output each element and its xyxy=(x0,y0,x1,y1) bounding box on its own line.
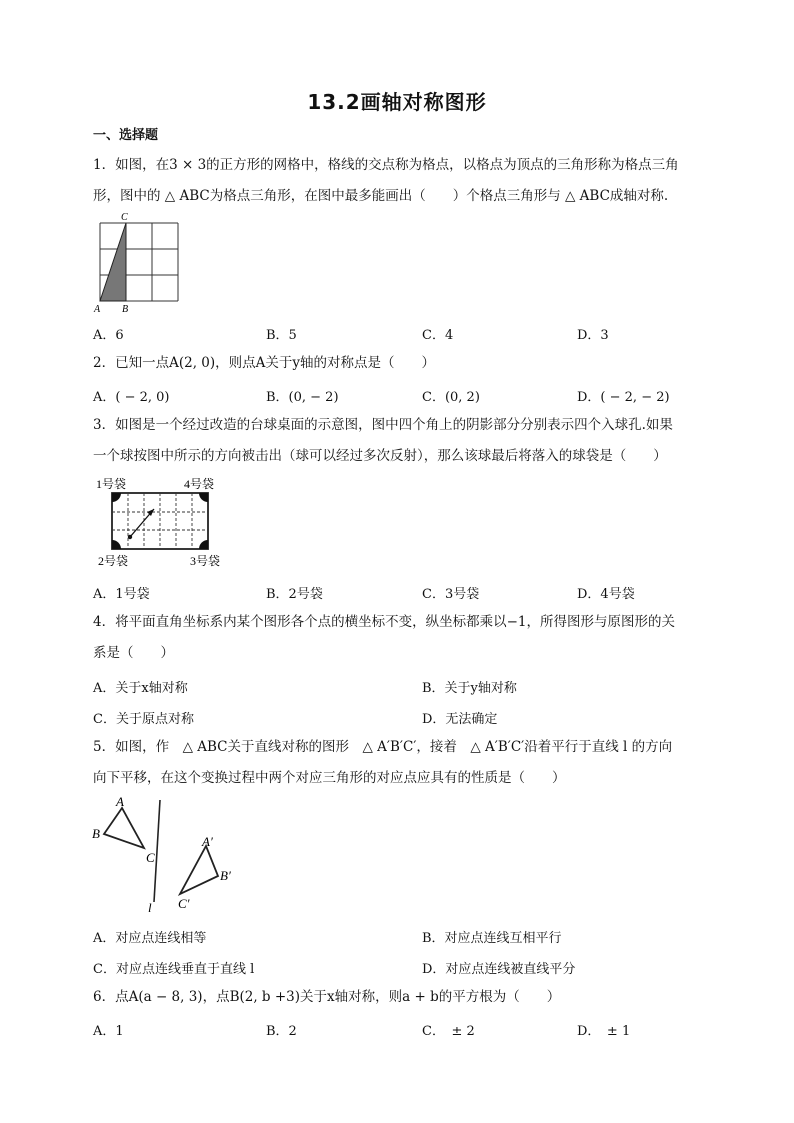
triangle-a2b2c2 xyxy=(180,846,218,894)
question-4-line-2: 系是（ ） xyxy=(93,645,174,661)
line-l xyxy=(154,800,160,902)
section-heading: 一、选择题 xyxy=(93,128,159,143)
triangle-abc xyxy=(100,223,126,301)
vertex-label-c-prime: C′ xyxy=(178,896,190,911)
q4-option-b[interactable]: B．关于y轴对称 xyxy=(422,681,517,696)
q4-option-d[interactable]: D．无法确定 xyxy=(422,712,498,727)
question-6-line-1: 6．点A(a − 8, 3)，点B(2, b +3)关于x轴对称，则a + b的平方根为（ ） xyxy=(93,989,561,1005)
q2-option-a[interactable]: A．( − 2, 0) xyxy=(93,390,170,405)
pocket-label-3: 3号袋 xyxy=(190,554,221,568)
question-2-line-1: 2．已知一点A(2, 0)，则点A关于y轴的对称点是（ ） xyxy=(93,355,436,371)
q3-option-b[interactable]: B．2号袋 xyxy=(266,587,323,602)
billiard-table-figure xyxy=(92,473,242,571)
q2-option-d[interactable]: D．( − 2, − 2) xyxy=(577,390,670,405)
question-4-line-1: 4．将平面直角坐标系内某个图形各个点的横坐标不变，纵坐标都乘以−1，所得图形与原图形的关 xyxy=(93,614,675,630)
line-label-l: l xyxy=(148,900,152,915)
question-1-line-1: 1．如图，在3 × 3的正方形的网格中，格线的交点称为格点，以格点为顶点的三角形称为格点三角 xyxy=(93,157,679,173)
q3-option-a[interactable]: A．1号袋 xyxy=(93,587,150,602)
pocket-label-4: 4号袋 xyxy=(184,477,215,491)
q4-option-c[interactable]: C．关于原点对称 xyxy=(93,712,194,727)
q6-option-c[interactable]: C． ± 2 xyxy=(422,1024,475,1039)
vertex-label-c: C xyxy=(146,850,155,865)
grid-triangle-figure xyxy=(90,208,190,316)
q2-option-b[interactable]: B．(0, − 2) xyxy=(266,390,339,405)
q4-option-a[interactable]: A．关于x轴对称 xyxy=(93,681,188,696)
vertex-label-b-prime: B′ xyxy=(220,868,231,883)
pocket-label-1: 1号袋 xyxy=(96,477,127,491)
vertex-label-b: B xyxy=(92,826,100,841)
q3-option-d[interactable]: D．4号袋 xyxy=(577,587,635,602)
vertex-label-a: A xyxy=(116,794,124,809)
q1-option-c[interactable]: C．4 xyxy=(422,328,454,343)
q5-option-d[interactable]: D．对应点连线被直线平分 xyxy=(422,962,576,977)
q6-option-b[interactable]: B．2 xyxy=(266,1024,297,1039)
vertex-label-a-prime: A′ xyxy=(202,834,213,849)
vertex-label-c: C xyxy=(121,212,128,223)
question-5-line-1: 5．如图，作 △ ABC关于直线对称的图形 △ A′B′C′，接着 △ A′B′C′沿着平行于直线 l 的方向 xyxy=(93,739,673,755)
q5-option-c[interactable]: C．对应点连线垂直于直线 l xyxy=(93,962,255,977)
q1-option-a[interactable]: A．6 xyxy=(93,328,124,343)
question-3-line-1: 3．如图是一个经过改造的台球桌面的示意图，图中四个角上的阴影部分分别表示四个入球孔.如果 xyxy=(93,417,673,433)
q6-option-a[interactable]: A．1 xyxy=(93,1024,124,1039)
q1-option-b[interactable]: B．5 xyxy=(266,328,297,343)
reflection-figure xyxy=(88,790,248,916)
triangle-abc xyxy=(104,808,144,848)
vertex-label-b: B xyxy=(122,304,129,315)
q5-option-a[interactable]: A．对应点连线相等 xyxy=(93,931,207,946)
q1-option-d[interactable]: D．3 xyxy=(577,328,609,343)
q5-option-b[interactable]: B．对应点连线互相平行 xyxy=(422,931,562,946)
pocket-label-2: 2号袋 xyxy=(98,554,129,568)
q6-option-d[interactable]: D． ± 1 xyxy=(577,1024,631,1039)
ball xyxy=(128,535,132,539)
question-3-line-2: 一个球按图中所示的方向被击出（球可以经过多次反射），那么该球最后将落入的球袋是（ ） xyxy=(93,448,667,464)
q2-option-c[interactable]: C．(0, 2) xyxy=(422,390,480,405)
question-5-line-2: 向下平移，在这个变换过程中两个对应三角形的对应点应具有的性质是（ ） xyxy=(93,770,566,786)
question-1-line-2: 形，图中的 △ ABC为格点三角形，在图中最多能画出（ ）个格点三角形与 △ ABC成轴对称. xyxy=(93,188,669,204)
page-title: 13.2画轴对称图形 xyxy=(307,90,487,114)
vertex-label-a: A xyxy=(94,304,101,315)
q3-option-c[interactable]: C．3号袋 xyxy=(422,587,480,602)
